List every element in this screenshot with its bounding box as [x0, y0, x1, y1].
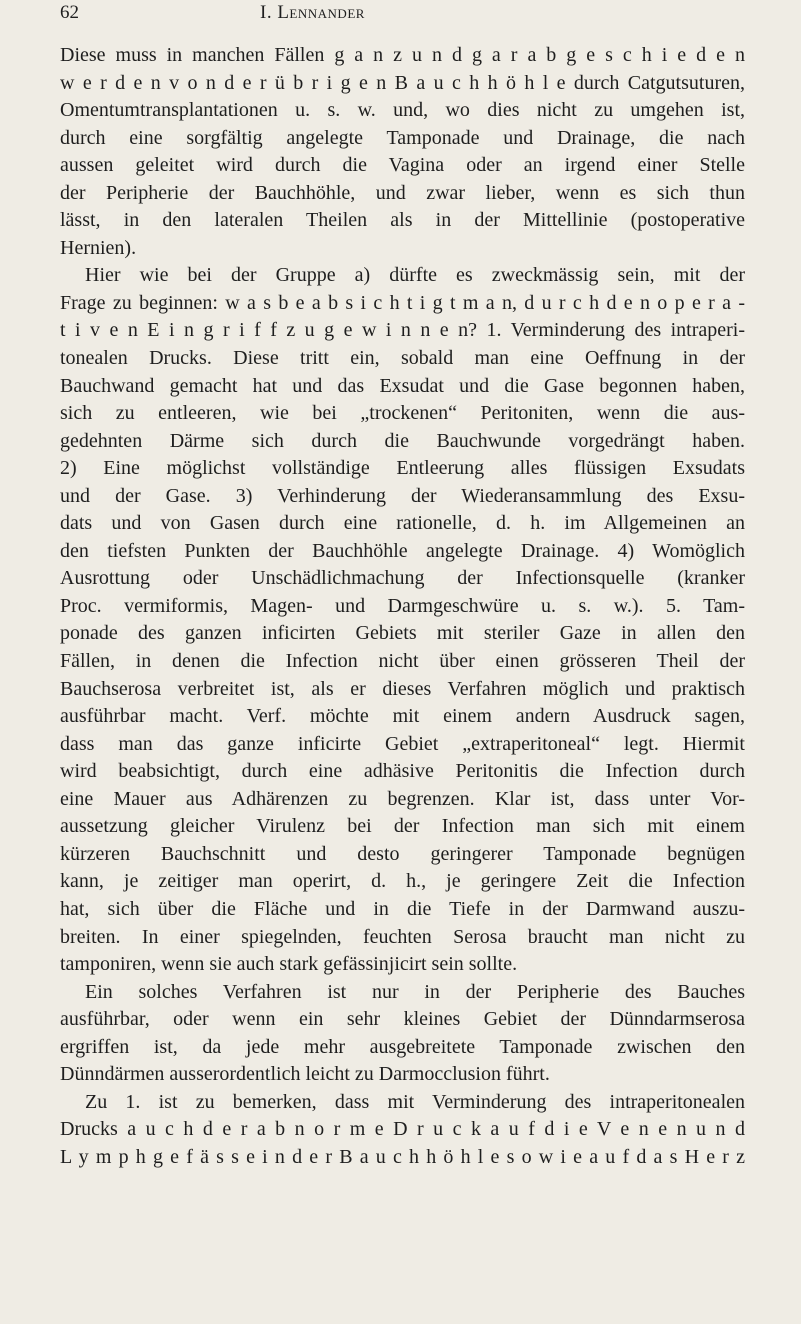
text-line: Omentumtransplantationen u. s. w. und, wo dies nicht zu umgehen ist,: [60, 99, 745, 122]
text-line: dats und von Gasen durch eine rationelle, d. h. im Allgemeinen an: [60, 512, 745, 535]
text-line: lässt, in den lateralen Theilen als in der Mittellinie (postoperative: [60, 209, 745, 232]
text-line: kürzeren Bauchschnitt und desto geringerer Tamponade begnügen: [60, 842, 745, 865]
text-line: ponade des ganzen inficirten Gebiets mit steriler Gaze in allen den: [60, 622, 745, 645]
text-line: Hier wie bei der Gruppe a) dürfte es zweckmässig sein, mit der: [85, 264, 745, 287]
text-line: ausführbar macht. Verf. möchte mit einem andern Ausdruck sagen,: [60, 705, 745, 728]
page-number: 62: [60, 2, 79, 23]
text-line: Frage zu beginnen: w a s b e a b s i c h t i g t m a n, d u r c h d e n o p e r a -: [60, 291, 745, 314]
text-line: ergriffen ist, da jede mehr ausgebreitete Tamponade zwischen den: [60, 1035, 745, 1058]
text-line: wird beabsichtigt, durch eine adhäsive Peritonitis die Infection durch: [60, 760, 745, 783]
text-line: aussen geleitet wird durch die Vagina oder an irgend einer Stelle: [60, 154, 745, 177]
text-line: sich zu entleeren, wie bei „trockenen“ Peritoniten, wenn die aus-: [60, 402, 745, 425]
text-line: gedehnten Därme sich durch die Bauchwunde vorgedrängt haben.: [60, 429, 745, 452]
text-line: tonealen Drucks. Diese tritt ein, sobald man eine Oeffnung in der: [60, 347, 745, 370]
text-line: durch eine sorgfältig angelegte Tamponade und Drainage, die nach: [60, 126, 745, 149]
body-text: [60, 42, 745, 1171]
text-line: 2) Eine möglichst vollständige Entleerung alles flüssigen Exsudats: [60, 457, 745, 480]
text-line: Bauchserosa verbreitet ist, als er dieses Verfahren möglich und praktisch: [60, 677, 745, 700]
text-line: den tiefsten Punkten der Bauchhöhle angelegte Drainage. 4) Womöglich: [60, 539, 745, 562]
text-line: ausführbar, oder wenn ein sehr kleines Gebiet der Dünndarmserosa: [60, 1008, 745, 1031]
text-line: tamponiren, wenn sie auch stark gefässinjicirt sein sollte.: [60, 953, 518, 976]
text-line: Zu 1. ist zu bemerken, dass mit Verminderung des intraperitonealen: [85, 1090, 745, 1113]
text-line: Bauchwand gemacht hat und das Exsudat und die Gase begonnen haben,: [60, 374, 745, 397]
text-line: hat, sich über die Fläche und in die Tiefe in der Darmwand auszu-: [60, 897, 745, 920]
text-line: Drucks a u c h d e r a b n o r m e D r u c k a u f d i e V e n e n u n d: [60, 1118, 745, 1141]
text-line: aussetzung gleicher Virulenz bei der Infection man sich mit einem: [60, 815, 745, 838]
text-line: L y m p h g e f ä s s e i n d e r B a u c h h ö h l e s o w i e a u f d a s H e r z: [60, 1145, 745, 1168]
running-header: [60, 2, 745, 28]
text-line: der Peripherie der Bauchhöhle, und zwar lieber, wenn es sich thun: [60, 181, 745, 204]
text-line: t i v e n E i n g r i f f z u g e w i n n e n? 1. Verminderung des intraperi-: [60, 319, 745, 342]
text-line: Fällen, in denen die Infection nicht über einen grösseren Theil der: [60, 650, 745, 673]
running-head: I. Lennander: [260, 2, 365, 23]
text-line: Diese muss in manchen Fällen g a n z u n d g a r a b g e s c h i e d e n: [60, 44, 745, 66]
text-line: und der Gase. 3) Verhinderung der Wiederansammlung des Exsu-: [60, 484, 745, 507]
text-line: Ausrottung oder Unschädlichmachung der Infectionsquelle (kranker: [60, 567, 745, 590]
text-line: Ein solches Verfahren ist nur in der Peripherie des Bauches: [85, 980, 745, 1003]
text-line: Hernien).: [60, 236, 137, 259]
text-line: w e r d e n v o n d e r ü b r i g e n B a u c h h ö h l e durch Catgutsuturen,: [60, 71, 745, 94]
text-line: Dünndärmen ausserordentlich leicht zu Darmocclusion führt.: [60, 1063, 550, 1086]
text-line: dass man das ganze inficirte Gebiet „extraperitoneal“ legt. Hiermit: [60, 732, 745, 755]
text-line: kann, je zeitiger man operirt, d. h., je geringere Zeit die Infection: [60, 870, 745, 893]
text-line: eine Mauer aus Adhärenzen zu begrenzen. Klar ist, dass unter Vor-: [60, 787, 745, 810]
text-line: Proc. vermiformis, Magen- und Darmgeschwüre u. s. w.). 5. Tam-: [60, 594, 745, 617]
text-line: breiten. In einer spiegelnden, feuchten Serosa braucht man nicht zu: [60, 925, 745, 948]
